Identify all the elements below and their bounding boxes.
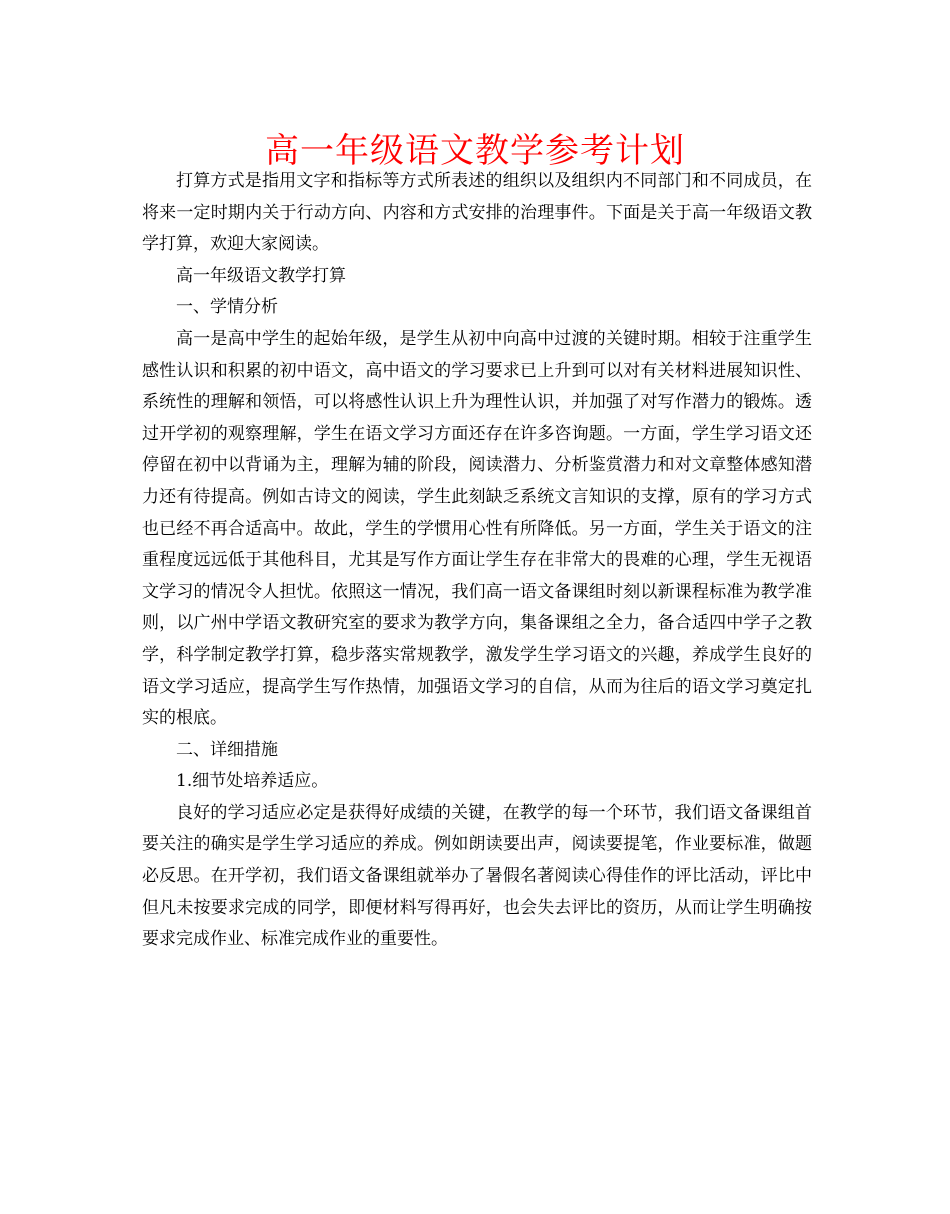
document-title: 高一年级语文教学参考计划 [265,131,685,171]
section-heading: 一、学情分析 [176,297,278,318]
document-body [142,166,812,956]
section-heading: 二、详细措施 [176,739,278,760]
body-paragraph: 良好的学习适应必定是获得好成绩的关键，在教学的每一个环节，我们语文备课组首要关注的确实是学生学习适应的养成。例如朗读要出声，阅读要提笔，作业要标准，做题必反思。在开学初，我们语文备课组就举办了暑假名著阅读心得佳作的评比活动，评比中但凡未按要求完成的同学，即便材料写得再好，也会失去评比的资历，从而让学生明确按要求完成作业、标准完成作业的重要性。 [142,802,812,950]
intro-paragraph: 打算方式是指用文字和指标等方式所表述的组织以及组织内不同部门和不同成员，在将来一定时期内关于行动方向、内容和方式安排的治理事件。下面是关于高一年级语文教学打算，欢迎大家阅读。 [142,171,812,255]
sub-heading: 1.细节处培养适应。 [176,771,329,792]
section-heading: 高一年级语文教学打算 [176,265,346,286]
body-paragraph: 高一是高中学生的起始年级，是学生从初中向高中过渡的关键时期。相较于注重学生感性认识和积累的初中语文，高中语文的学习要求已上升到可以对有关材料进展知识性、系统性的理解和领悟，可以将感性认识上升为理性认识，并加强了对写作潜力的锻炼。透过开学初的观察理解，学生在语文学习方面还存在许多咨询题。一方面，学生学习语文还停留在初中以背诵为主，理解为辅的阶段，阅读潜力、分析鉴赏潜力和对文章整体感知潜力还有待提高。例如古诗文的阅读，学生此刻缺乏系统文言知识的支撑，原有的学习方式也已经不再合适高中。故此，学生的学惯用心性有所降低。另一方面，学生关于语文的注重程度远远低于其他科目，尤其是写作方面让学生存在非常大的畏难的心理，学生无视语文学习的情况令人担忧。依照这一情况，我们高一语文备课组时刻以新课程标准为教学准则，以广州中学语文教研究室的要求为教学方向，集备课组之全力，备合适四中学子之教学，科学制定教学打算，稳步落实常规教学，激发学生学习语文的兴趣，养成学生良好的语文学习适应，提高学生写作热情，加强语文学习的自信，从而为往后的语文学习奠定扎实的根底。 [142,328,812,729]
